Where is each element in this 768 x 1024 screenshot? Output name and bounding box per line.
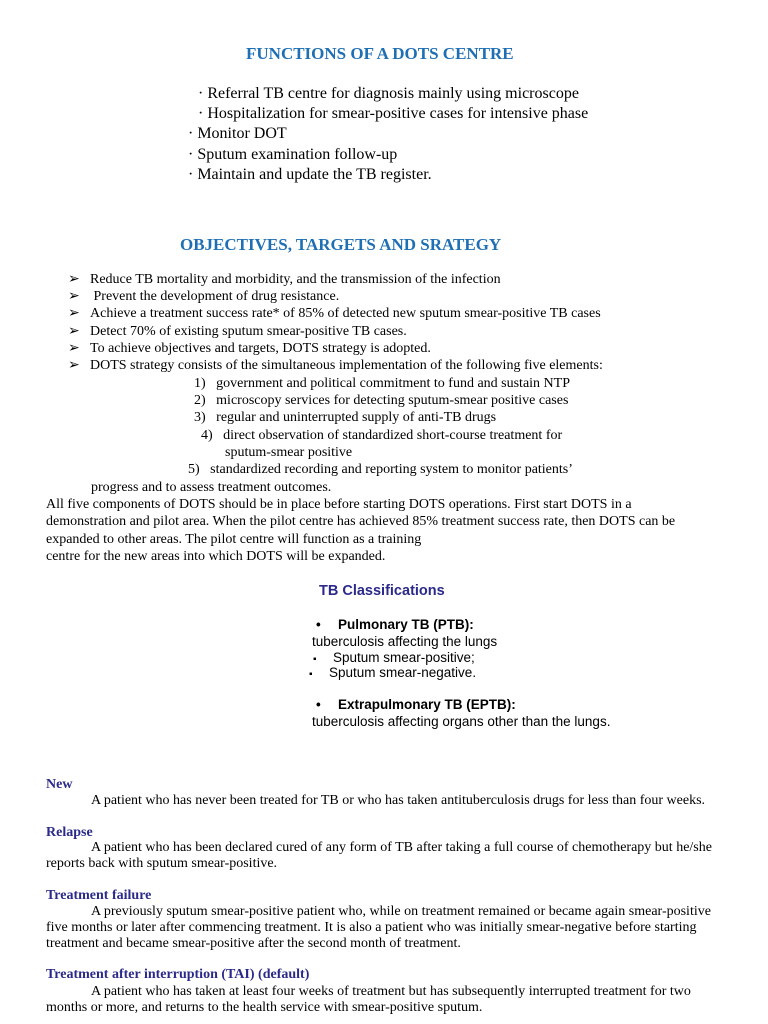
square-bullet-icon: ▪ <box>313 654 317 665</box>
definition-line: treatment and became smear-positive after the second month of treatment. <box>46 936 461 951</box>
dots-element-continued: sputum-smear positive <box>225 445 353 460</box>
ptb-subitem: ▪ Sputum smear-positive; <box>313 650 475 665</box>
definition-line: A previously sputum smear-positive patient who, while on treatment remained or became again smear-positive <box>91 904 711 919</box>
ptb-subitem: ▪ Sputum smear-negative. <box>309 665 477 680</box>
definition-line: A patient who has been declared cured of any form of TB after taking a full course of chemotherapy but he/she <box>91 840 712 855</box>
definition-term: Treatment failure <box>46 888 152 903</box>
arrow-bullet-icon: ➢ <box>68 289 80 304</box>
functions-item: · Sputum examination follow-up <box>188 146 398 163</box>
dots-paragraph-line: expanded to other areas. The pilot centre will function as a training <box>46 532 422 547</box>
definition-term: New <box>46 777 73 792</box>
arrow-bullet-icon: ➢ <box>68 341 80 356</box>
functions-item: · Hospitalization for smear-positive cases for intensive phase <box>198 105 589 122</box>
arrow-bullet-icon: ➢ <box>68 324 80 339</box>
objective-bullet: ➢ Prevent the development of drug resistance. <box>68 289 340 304</box>
dots-paragraph-line: centre for the new areas into which DOTS will be expanded. <box>46 549 386 564</box>
objective-bullet: ➢ Achieve a treatment success rate* of 85% of detected new sputum smear-positive TB cases <box>68 306 601 321</box>
square-bullet-icon: ▪ <box>309 669 313 680</box>
dots-element-continued: progress and to assess treatment outcomes. <box>91 480 332 495</box>
dots-element: 4) direct observation of standardized short-course treatment for <box>201 428 563 443</box>
dots-element: 3) regular and uninterrupted supply of anti-TB drugs <box>194 410 497 425</box>
dots-element: 2) microscopy services for detecting sputum-smear positive cases <box>194 393 569 408</box>
dots-element: 5) standardized recording and reporting system to monitor patients’ <box>188 462 573 477</box>
ptb-description: tuberculosis affecting the lungs <box>312 634 498 649</box>
dots-paragraph-line: demonstration and pilot area. When the pilot centre has achieved 85% treatment success rate, then DOTS can be <box>46 514 676 529</box>
eptb-description: tuberculosis affecting organs other than the lungs. <box>312 714 611 729</box>
definition-line: five months or later after commencing treatment. It is also a patient who was initially smear-negative before starting <box>46 920 697 935</box>
eptb-heading: • Extrapulmonary TB (EPTB): <box>316 697 516 712</box>
functions-item: · Referral TB centre for diagnosis mainly using microscope <box>198 85 579 102</box>
arrow-bullet-icon: ➢ <box>68 272 80 287</box>
functions-title: FUNCTIONS OF A DOTS CENTRE <box>246 44 514 63</box>
functions-item: · Maintain and update the TB register. <box>188 166 432 183</box>
definition-line: A patient who has taken at least four weeks of treatment but has subsequently interrupted treatment for two <box>91 984 691 999</box>
ptb-heading: • Pulmonary TB (PTB): <box>316 617 474 632</box>
definition-line: reports back with sputum smear-positive. <box>46 856 278 871</box>
round-bullet-icon: • <box>316 617 321 632</box>
objective-bullet: ➢ Detect 70% of existing sputum smear-positive TB cases. <box>68 324 407 339</box>
dots-paragraph-line: All five components of DOTS should be in place before starting DOTS operations. First start DOTS in a <box>46 497 632 512</box>
objective-bullet: ➢ DOTS strategy consists of the simultaneous implementation of the following five elements: <box>68 358 603 373</box>
definition-term: Relapse <box>46 825 93 840</box>
definition-line: months or more, and returns to the health service with smear-positive sputum. <box>46 1000 483 1015</box>
round-bullet-icon: • <box>316 697 321 712</box>
dots-element: 1) government and political commitment to fund and sustain NTP <box>194 376 570 391</box>
objective-bullet: ➢ To achieve objectives and targets, DOTS strategy is adopted. <box>68 341 431 356</box>
objective-bullet: ➢ Reduce TB mortality and morbidity, and the transmission of the infection <box>68 272 501 287</box>
definition-term: Treatment after interruption (TAI) (default) <box>46 967 310 982</box>
classifications-title: TB Classifications <box>319 583 445 599</box>
definition-line: A patient who has never been treated for TB or who has taken antituberculosis drugs for less than four weeks. <box>91 793 706 808</box>
arrow-bullet-icon: ➢ <box>68 358 80 373</box>
arrow-bullet-icon: ➢ <box>68 306 80 321</box>
functions-item: · Monitor DOT <box>188 125 287 142</box>
objectives-title: OBJECTIVES, TARGETS AND SRATEGY <box>180 235 502 254</box>
